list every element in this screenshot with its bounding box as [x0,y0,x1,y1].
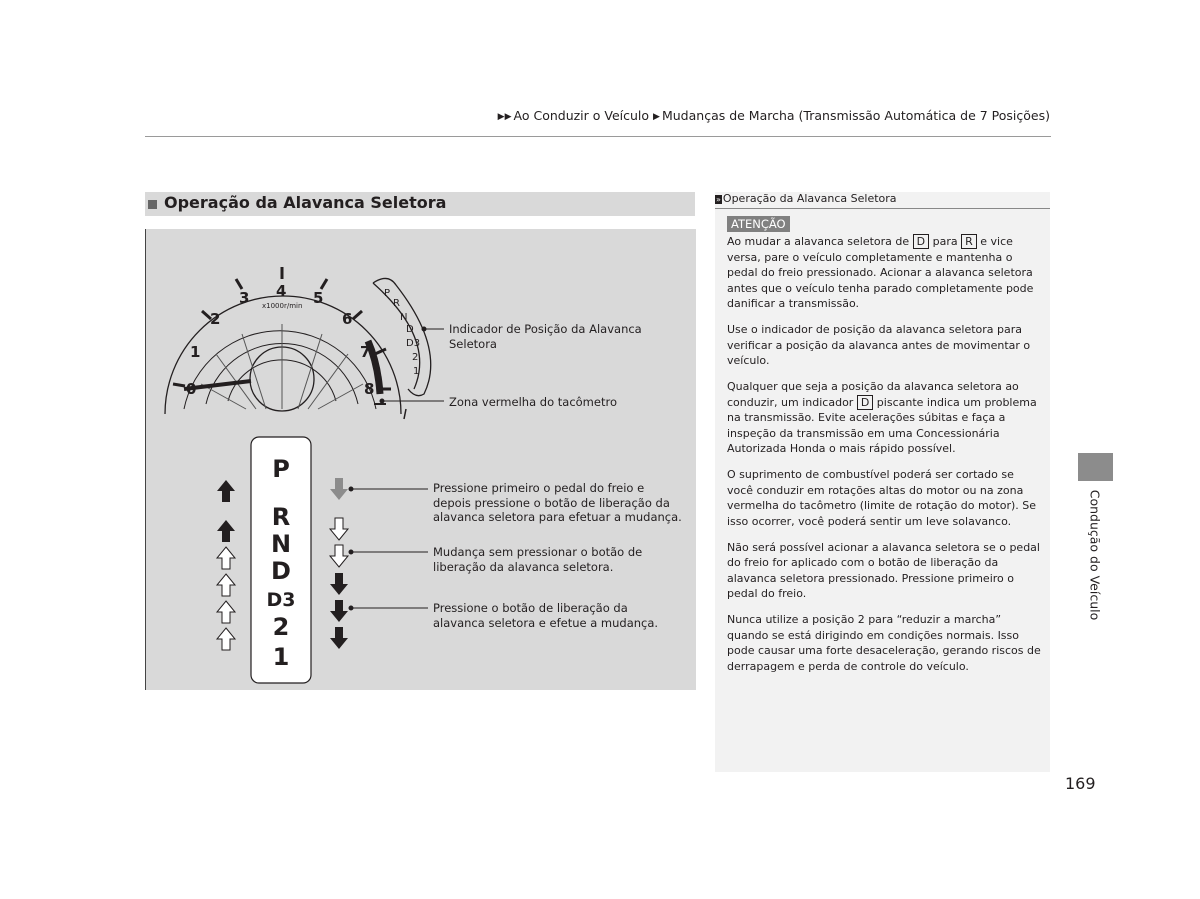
tach-number: 4 [276,282,287,300]
gear-letter: N [270,530,292,558]
gear-letter: P [272,455,290,483]
indicator-letter: P [384,288,391,299]
key-d: D [913,234,929,249]
chapter-tab [1078,453,1113,481]
tach-number: 8 [364,380,375,398]
selector-diagram [145,229,696,690]
up-arrow-icon [217,520,235,542]
section-title: Operação da Alavanca Seletora [164,193,447,212]
tach-number: 1 [190,343,201,361]
up-arrow-icon [217,574,235,596]
callout-brake: Pressione primeiro o pedal do freio e depois pressione o botão de liberação da alavanca seletora para efetuar a mudança. [433,481,682,524]
gear-letter: D [271,557,291,585]
breadcrumb-item-2: Mudanças de Marcha (Transmissão Automática de 7 Posições) [661,108,1050,123]
header-divider [145,136,1051,137]
gear-letter: 2 [272,613,290,641]
callout-redzone: Zona vermelha do tacômetro [449,395,617,409]
breadcrumb-item-1: Ao Conduzir o Veículo [513,108,650,123]
down-arrow-icon [330,518,348,540]
tach-unit: x1000r/min [262,302,303,310]
gear-letter: 1 [272,643,290,671]
arrow-icon: ▶▶ [497,112,512,122]
sidebar-paragraph: Qualquer que seja a posição da alavanca seletora ao conduzir, um indicador D piscante indica um problema na transmissão. Evite acelerações súbitas e faça a inspeção da transmissão em uma Concessionária Autorizada Honda o mais rápido possível. [727,380,1037,455]
key-d: D [857,395,873,410]
up-arrow-icon [217,628,235,650]
indicator-letter: 2 [412,352,419,363]
right-arrows [330,478,348,649]
sidebar-paragraph: Use o indicador de posição da alavanca seletora para verificar a posição da alavanca antes de movimentar o veículo. [727,323,1031,367]
indicator-letter: N [400,312,408,323]
left-arrows [217,480,235,650]
up-arrow-icon [217,547,235,569]
tach-number: 7 [360,343,371,361]
callout-button: Pressione o botão de liberação da alavanca seletora e efetue a mudança. [433,601,659,630]
chapter-label: Condução do Veículo [1087,489,1103,621]
indicator-letter: R [393,298,400,309]
down-arrow-icon [330,627,348,649]
tachometer [165,267,431,419]
page-number: 169 [1065,774,1096,793]
callout-indicator: Indicador de Posição da Alavanca Seletora [449,322,642,351]
arrow-icon: ▶ [653,112,660,122]
sidebar-paragraph: Não será possível acionar a alavanca seletora se o pedal do freio for aplicado com o botão de liberação da alavanca seletora pressionado. Pressione primeiro o pedal do freio. [727,540,1040,600]
section-header [145,192,695,216]
indicator-letter: D [406,324,414,335]
down-arrow-icon [330,600,348,622]
sidebar-heading: » Operação da Alavanca Seletora [715,192,1050,209]
tach-number: 2 [210,310,221,328]
down-arrow-icon [330,545,348,567]
up-arrow-icon [217,601,235,623]
callout-lines [349,327,444,610]
tach-labels [186,282,374,398]
tach-number: 3 [239,289,250,307]
square-bullet-icon [148,200,157,209]
attention-label: ATENÇÃO [727,216,790,232]
down-arrow-icon [330,573,348,595]
tach-number: 6 [342,310,353,328]
sidebar-notes [715,192,1050,772]
breadcrumb [498,108,1050,123]
callout-nobutton: Mudança sem pressionar o botão de liberação da alavanca seletora. [433,545,643,574]
tach-number: 0 [186,380,197,398]
indicator-letter: D3 [406,338,421,349]
down-arrow-icon [330,478,348,500]
gear-letter: D3 [266,589,296,611]
key-r: R [961,234,977,249]
up-arrow-icon [217,480,235,502]
indicator-letter: 1 [413,366,420,377]
sidebar-paragraph: O suprimento de combustível poderá ser cortado se você conduzir em rotações altas do motor ou na zona vermelha do tacômetro (limite de rotação do motor). Se isso ocorrer, você poderá sentir um leve solavanco. [727,468,1037,528]
gear-letter: R [271,503,291,531]
double-arrow-icon: » [716,195,721,204]
tach-number: 5 [313,289,324,307]
sidebar-paragraph: Ao mudar a alavanca seletora de D para R e vice versa, pare o veículo completamente e mantenha o pedal do freio pressionado. Acionar a alavanca seletora antes que o veículo tenha parado completamente pode danificar a transmissão. [727,235,1034,310]
sidebar-text [727,234,1043,685]
sidebar-paragraph: Nunca utilize a posição 2 para “reduzir a marcha” quando se está dirigindo em condições normais. Isso pode causar uma forte desaceleração, gerando riscos de derrapagem e perda de controle do veículo. [727,613,1041,673]
